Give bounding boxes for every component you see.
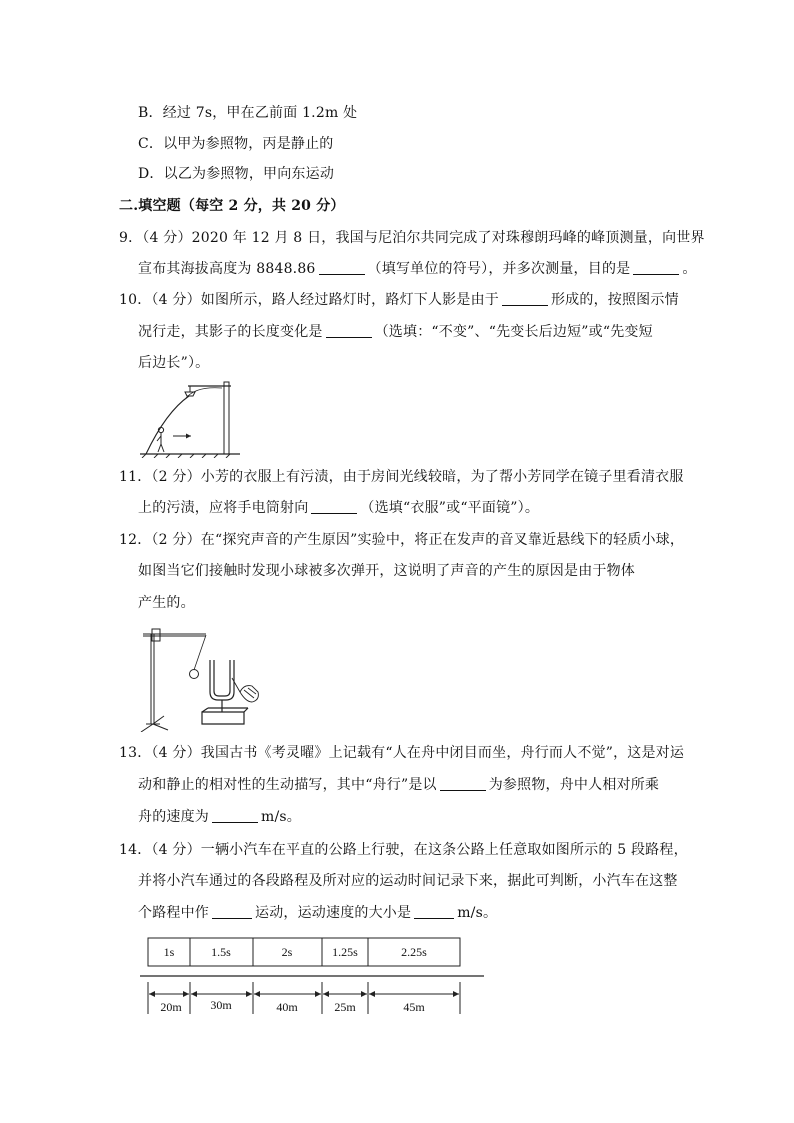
q11-line1: 11．（2 分）小芳的衣服上有污渍，由于房间光线较暗，为了帮小芳同学在镜子里看清衣服 [119, 469, 684, 485]
option-b: B．经过 7s，甲在乙前面 1.2m 处 [138, 105, 358, 121]
time-cell: 2.25s [401, 945, 427, 959]
q14-line2: 并将小汽车通过的各段路程及所对应的运动时间记录下来，据此可判断，小汽车在这整 [138, 873, 678, 889]
q14-line3 [138, 903, 497, 923]
q10-text-a: 10．（4 分）如图所示，路人经过路灯时，路灯下人影是由于 [119, 292, 499, 308]
q13-line2 [138, 775, 659, 795]
ground-hatching [142, 454, 230, 458]
light-ray [146, 396, 189, 454]
q10-blank-cause[interactable] [502, 291, 548, 306]
distance-label: 25m [334, 1000, 356, 1014]
q9-blank-purpose[interactable] [633, 260, 679, 275]
time-cell: 1.25s [332, 945, 358, 959]
q14-blank-motion[interactable] [212, 904, 252, 919]
option-c: C．以甲为参照物，丙是静止的 [138, 136, 334, 152]
q14-text-a: 个路程中作 [138, 905, 209, 921]
fork-icon [202, 660, 248, 724]
option-d: D．以乙为参照物，甲向东运动 [138, 166, 335, 182]
ball-icon [190, 670, 199, 679]
stand-icon [141, 629, 206, 732]
q9-text-c: 。 [682, 261, 697, 277]
q14-blank-speed[interactable] [414, 904, 454, 919]
thread-line [194, 635, 206, 670]
q9-line2 [138, 259, 697, 279]
time-cell: 1s [163, 945, 175, 959]
q13-text-b: 为参照物，舟中人相对所乘 [488, 777, 660, 793]
distance-label: 40m [276, 1000, 298, 1014]
q12-line3: 产生的。 [138, 595, 195, 611]
q10-line2 [138, 322, 653, 342]
distance-label: 30m [210, 998, 232, 1012]
q13-line1: 13．（4 分）我国古书《考灵曜》上记载有“人在舟中闭目而坐，舟行而人不觉”，这是对运 [119, 745, 685, 761]
q13-text-a: 动和静止的相对性的生动描写，其中“舟行”是以 [138, 777, 437, 793]
q13-blank-speed[interactable] [212, 808, 258, 823]
section-title: 二.填空题（每空 2 分，共 20 分） [119, 198, 345, 214]
hand-mallet-icon [232, 678, 258, 702]
q11-text-a: 上的污渍，应将手电筒射向 [138, 500, 309, 516]
q10-text-b: 形成的，按照图示情 [550, 292, 679, 308]
q9-text-b: （填写单位的符号），并多次测量，目的是 [367, 261, 631, 277]
q14-text-b: 运动，运动速度的大小是 [255, 905, 412, 921]
q13-blank-ref[interactable] [440, 776, 486, 791]
time-cell: 2s [281, 945, 293, 959]
distance-label: 45m [403, 1000, 425, 1014]
q10-blank-change[interactable] [326, 323, 372, 338]
q12-line1: 12．（2 分）在“探究声音的产生原因”实验中，将正在发声的音叉靠近悬线下的轻质小球， [119, 532, 685, 548]
q12-line2: 如图当它们接触时发现小球被多次弹开，这说明了声音的产生的原因是由于物体 [138, 563, 635, 579]
distance-label: 20m [160, 1000, 182, 1014]
road-segments-figure [140, 934, 490, 1018]
tuning-fork-figure [136, 620, 271, 732]
q9-line1: 9．（4 分）2020 年 12 月 8 日，我国与尼泊尔共同完成了对珠穆朗玛峰的峰顶测量，向世界 [119, 230, 705, 246]
q9-blank-unit[interactable] [319, 260, 365, 275]
time-cell: 1.5s [211, 945, 231, 959]
streetlamp-figure [136, 374, 246, 458]
q10-text-d: （选填：“不变”、“先变长后边短”或“先变短 [374, 324, 653, 340]
q10-line1 [119, 290, 679, 310]
q13-line3 [138, 807, 301, 827]
lamp-pole [224, 382, 229, 454]
q14-text-c: m/s。 [457, 905, 498, 921]
q11-text-b: （选填“衣服”或“平面镜”）。 [360, 500, 540, 516]
q13-text-c: 舟的速度为 [138, 809, 209, 825]
q11-line2 [138, 498, 539, 518]
q10-line3: 后边长”）。 [138, 355, 210, 371]
q13-text-d: m/s。 [261, 809, 301, 825]
q11-blank[interactable] [311, 499, 357, 514]
q9-text-a: 宣布其海拔高度为 8848.86 [138, 261, 316, 277]
q14-line1: 14．（4 分）一辆小汽车在平直的公路上行驶，在这条公路上任意取如图所示的 5 段路程， [119, 842, 688, 858]
q10-text-c: 况行走，其影子的长度变化是 [138, 324, 323, 340]
